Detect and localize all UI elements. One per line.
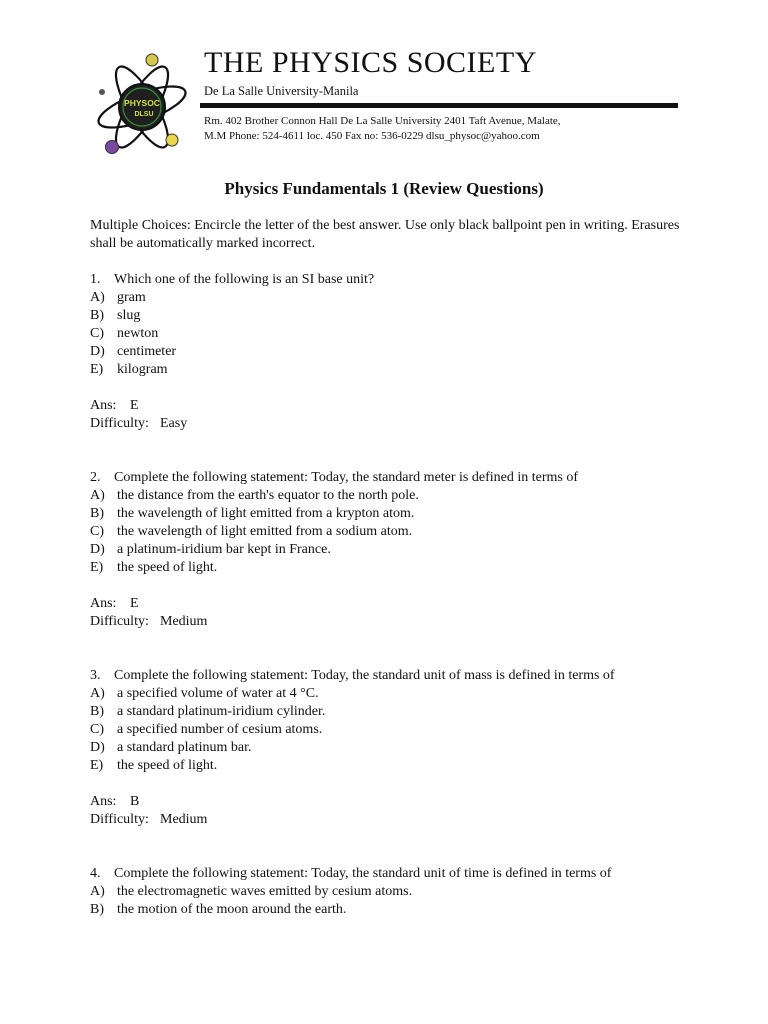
choice-c — [90, 721, 690, 739]
choice-letter: C) — [90, 326, 104, 341]
answer-line — [90, 793, 690, 811]
choice-letter: D) — [90, 740, 105, 755]
question-stem — [90, 469, 690, 487]
answer-line — [90, 397, 690, 415]
choice-text: the wavelength of light emitted from a krypton atom. — [117, 506, 415, 521]
choice-text: slug — [117, 308, 141, 323]
instructions: Multiple Choices: Encircle the letter of the best answer. Use only black ballpoint pen in writing. Erasures shall be automatically marked incorrect. — [90, 218, 680, 251]
difficulty-label: Difficulty: — [90, 614, 149, 629]
question-text: Which one of the following is an SI base unit? — [114, 272, 375, 287]
choice-text: a specified number of cesium atoms. — [117, 722, 323, 737]
choice-text: a platinum-iridium bar kept in France. — [117, 542, 331, 557]
difficulty-line — [90, 415, 690, 433]
choice-a — [90, 685, 690, 703]
choice-text: the speed of light. — [117, 758, 218, 773]
choice-c — [90, 325, 690, 343]
choice-text: gram — [117, 290, 146, 305]
choice-text: the wavelength of light emitted from a sodium atom. — [117, 524, 413, 539]
choice-b — [90, 505, 690, 523]
address — [204, 114, 561, 144]
question-2 — [90, 469, 690, 631]
question-stem — [90, 667, 690, 685]
question-number: 2. — [90, 470, 101, 485]
question-stem — [90, 271, 690, 289]
document-title: Physics Fundamentals 1 (Review Questions) — [224, 179, 544, 198]
choice-e — [90, 361, 690, 379]
difficulty-value: Easy — [160, 416, 188, 431]
logo-text-top: PHYSOC — [124, 98, 160, 108]
answer-label: Ans: — [90, 794, 117, 809]
choice-c — [90, 523, 690, 541]
org-name: THE PHYSICS SOCIETY — [204, 46, 537, 79]
choice-letter: A) — [90, 686, 105, 701]
choice-e — [90, 559, 690, 577]
choice-letter: A) — [90, 488, 105, 503]
choice-text: the motion of the moon around the earth. — [117, 902, 347, 917]
answer-label: Ans: — [90, 596, 117, 611]
answer-value: E — [130, 596, 139, 611]
choice-letter: D) — [90, 542, 105, 557]
choice-letter: B) — [90, 704, 104, 719]
header-divider — [200, 103, 678, 108]
choice-d — [90, 739, 690, 757]
question-number: 3. — [90, 668, 101, 683]
question-stem — [90, 865, 690, 883]
question-text: Complete the following statement: Today, the standard unit of mass is defined in terms of — [114, 668, 615, 683]
logo-text-bottom: DLSU — [134, 111, 154, 118]
choice-letter: E) — [90, 560, 104, 575]
choice-b — [90, 307, 690, 325]
choice-text: a standard platinum bar. — [117, 740, 252, 755]
choice-a — [90, 289, 690, 307]
physoc-logo — [92, 52, 192, 162]
question-3 — [90, 667, 690, 829]
question-number: 4. — [90, 866, 101, 881]
university-name: De La Salle University-Manila — [204, 84, 359, 98]
choice-letter: C) — [90, 524, 104, 539]
question-4 — [90, 865, 690, 919]
choice-letter: C) — [90, 722, 104, 737]
choice-a — [90, 487, 690, 505]
choice-text: centimeter — [117, 344, 177, 359]
difficulty-value: Medium — [160, 614, 208, 629]
choice-text: a standard platinum-iridium cylinder. — [117, 704, 326, 719]
choice-letter: B) — [90, 902, 104, 917]
choice-d — [90, 343, 690, 361]
choice-letter: B) — [90, 308, 104, 323]
choice-d — [90, 541, 690, 559]
answer-label: Ans: — [90, 398, 117, 413]
difficulty-label: Difficulty: — [90, 416, 149, 431]
choice-text: newton — [117, 326, 159, 341]
choice-text: kilogram — [117, 362, 168, 377]
answer-line — [90, 595, 690, 613]
question-text: Complete the following statement: Today, the standard unit of time is defined in terms of — [114, 866, 612, 881]
difficulty-line — [90, 811, 690, 829]
address-line-1: Rm. 402 Brother Connon Hall De La Salle University 2401 Taft Avenue, Malate, — [204, 115, 561, 127]
choice-text: the speed of light. — [117, 560, 218, 575]
difficulty-label: Difficulty: — [90, 812, 149, 827]
choice-letter: A) — [90, 290, 105, 305]
choice-letter: E) — [90, 362, 104, 377]
choice-letter: D) — [90, 344, 105, 359]
question-text: Complete the following statement: Today, the standard meter is defined in terms of — [114, 470, 579, 485]
choice-text: the electromagnetic waves emitted by cesium atoms. — [117, 884, 413, 899]
choice-letter: B) — [90, 506, 104, 521]
choice-text: the distance from the earth's equator to the north pole. — [117, 488, 419, 503]
choice-text: a specified volume of water at 4 °C. — [117, 686, 319, 701]
difficulty-line — [90, 613, 690, 631]
answer-block — [90, 397, 690, 433]
difficulty-value: Medium — [160, 812, 208, 827]
choice-letter: A) — [90, 884, 105, 899]
choice-letter: E) — [90, 758, 104, 773]
answer-block — [90, 793, 690, 829]
choice-b — [90, 703, 690, 721]
choice-b — [90, 901, 690, 919]
address-line-2: M.M Phone: 524-4611 loc. 450 Fax no: 536-0229 dlsu_physoc@yahoo.com — [204, 130, 540, 142]
choice-a — [90, 883, 690, 901]
question-1 — [90, 271, 690, 433]
choice-e — [90, 757, 690, 775]
document-body — [90, 217, 690, 919]
answer-value: B — [130, 794, 140, 809]
answer-block — [90, 595, 690, 631]
question-number: 1. — [90, 272, 101, 287]
answer-value: E — [130, 398, 139, 413]
